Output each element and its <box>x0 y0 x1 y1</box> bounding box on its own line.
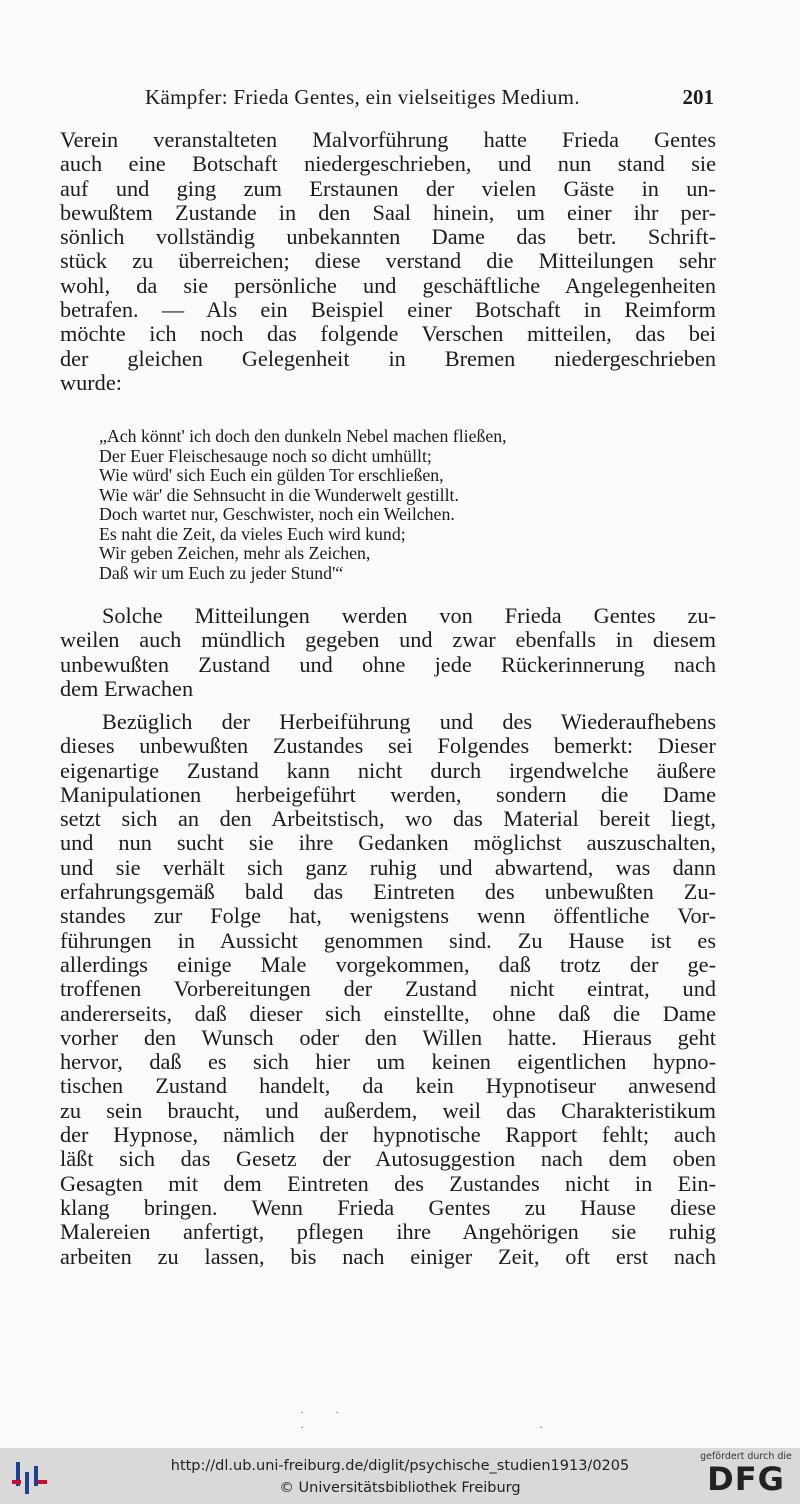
text-line: der Hypnose, nämlich der hypnotische Rapport fehlt; auch <box>60 1122 716 1148</box>
document-url-link[interactable]: http://dl.ub.uni-freiburg.de/diglit/psychische_studien1913/0205 <box>170 1458 630 1474</box>
dfg-logo <box>696 1452 796 1502</box>
text-line: hervor, daß es sich hier um keinen eigentlichen hypno- <box>60 1049 716 1075</box>
dfg-funded-label: gefördert durch die <box>700 1451 792 1462</box>
text-line: möchte ich noch das folgende Verschen mitteilen, das bei <box>60 321 716 347</box>
text-line: allerdings einige Male vorgekommen, daß trotz der ge- <box>60 951 716 977</box>
scan-marks: · · · · <box>300 1405 557 1434</box>
poem-line: Wie wär' die Sehnsucht in die Wunderwelt gestillt. <box>99 484 459 505</box>
text-line: setzt sich an den Arbeitstisch, wo das Material bereit liegt, <box>60 806 716 832</box>
text-line: Manipulationen herbeigeführt werden, sondern die Dame <box>60 781 716 807</box>
poem-line: „Ach könnt' ich doch den dunkeln Nebel machen fließen, <box>99 426 507 446</box>
running-header <box>60 85 720 115</box>
text-line: Verein veranstalteten Malvorführung hatte Frieda Gentes <box>60 127 716 152</box>
text-line: vorher den Wunsch oder den Willen hatte. Hieraus geht <box>60 1024 716 1050</box>
text-line: unbewußten Zustand und ohne jede Rückerinnerung nach <box>60 651 716 677</box>
text-line: wurde: <box>60 369 122 395</box>
text-line: der gleichen Gelegenheit in Bremen niedergeschrieben <box>60 345 716 371</box>
dfg-mark: DFG <box>707 1460 785 1498</box>
text-line: zu sein braucht, und außerdem, weil das Charakteristikum <box>60 1097 716 1123</box>
text-line: läßt sich das Gesetz der Autosuggestion nach dem oben <box>60 1146 716 1172</box>
poem-line: Wir geben Zeichen, mehr als Zeichen, <box>99 543 371 563</box>
text-line: tischen Zustand handelt, da kein Hypnotiseur anwesend <box>60 1073 716 1099</box>
poem-block <box>99 427 699 583</box>
paragraph-1 <box>60 128 716 395</box>
copyright-notice: © Universitätsbibliothek Freiburg <box>279 1480 521 1496</box>
text-line: dieses unbewußten Zustandes sei Folgendes bemerkt: Dieser <box>60 733 716 759</box>
text-line: Solche Mitteilungen werden von Frieda Gentes zu- <box>102 603 716 628</box>
text-line: klang bringen. Wenn Frieda Gentes zu Hause diese <box>60 1194 716 1220</box>
text-line: bewußtem Zustande in den Saal hinein, um einer ihr per- <box>60 199 716 225</box>
text-line: Malereien anfertigt, pflegen ihre Angehörigen sie ruhig <box>60 1219 716 1245</box>
text-line: führungen in Aussicht genommen sind. Zu Hause ist es <box>60 927 716 953</box>
poem-line: Wie würd' sich Euch ein gülden Tor erschließen, <box>99 465 444 485</box>
paragraph-3 <box>60 710 716 1269</box>
text-line: betrafen. — Als ein Beispiel einer Botschaft in Reimform <box>60 297 716 323</box>
poem-line: Der Euer Fleischesauge noch so dicht umhüllt; <box>99 445 432 466</box>
text-line: Bezüglich der Herbeiführung und des Wiederaufhebens <box>102 709 716 734</box>
text-line: sönlich vollständig unbekannten Dame das betr. Schrift- <box>60 224 716 250</box>
text-line: wohl, da sie persönliche und geschäftliche Angelegenheiten <box>60 272 716 298</box>
page-number: 201 <box>682 85 714 109</box>
text-line: arbeiten zu lassen, bis nach einiger Zeit, oft erst nach <box>60 1243 716 1269</box>
text-line: standes zur Folge hat, wenigstens wenn öffentliche Vor- <box>60 903 716 929</box>
text-line: und nun sucht sie ihre Gedanken möglichst auszuschalten, <box>60 830 716 856</box>
text-line: stück zu überreichen; diese verstand die Mitteilungen sehr <box>60 248 716 274</box>
text-line: andererseits, daß dieser sich einstellte, ohne daß die Dame <box>60 1000 716 1026</box>
footer-bar <box>0 1448 800 1504</box>
text-line: weilen auch mündlich gegeben und zwar ebenfalls in diesem <box>60 627 716 653</box>
text-line: und sie verhält sich ganz ruhig und abwartend, was dann <box>60 854 716 880</box>
poem-line: Es naht die Zeit, da vieles Euch wird kund; <box>99 523 406 544</box>
text-line: eigenartige Zustand kann nicht durch irgendwelche äußere <box>60 757 716 783</box>
text-line: troffenen Vorbereitungen der Zustand nicht eintrat, und <box>60 976 716 1002</box>
paragraph-2 <box>60 604 716 701</box>
text-line: auf und ging zum Erstaunen der vielen Gäste in un- <box>60 175 716 201</box>
poem-line: Daß wir um Euch zu jeder Stund'“ <box>99 562 344 583</box>
text-line: dem Erwachen <box>60 675 194 701</box>
running-title: Kämpfer: Frieda Gentes, ein vielseitiges Medium. <box>145 85 580 109</box>
text-line: erfahrungsgemäß bald das Eintreten des unbewußten Zu- <box>60 879 716 905</box>
text-line: auch eine Botschaft niedergeschrieben, und nun stand sie <box>60 151 716 177</box>
text-line: Gesagten mit dem Eintreten des Zustandes nicht in Ein- <box>60 1170 716 1196</box>
poem-line: Doch wartet nur, Geschwister, noch ein Weilchen. <box>99 504 455 524</box>
